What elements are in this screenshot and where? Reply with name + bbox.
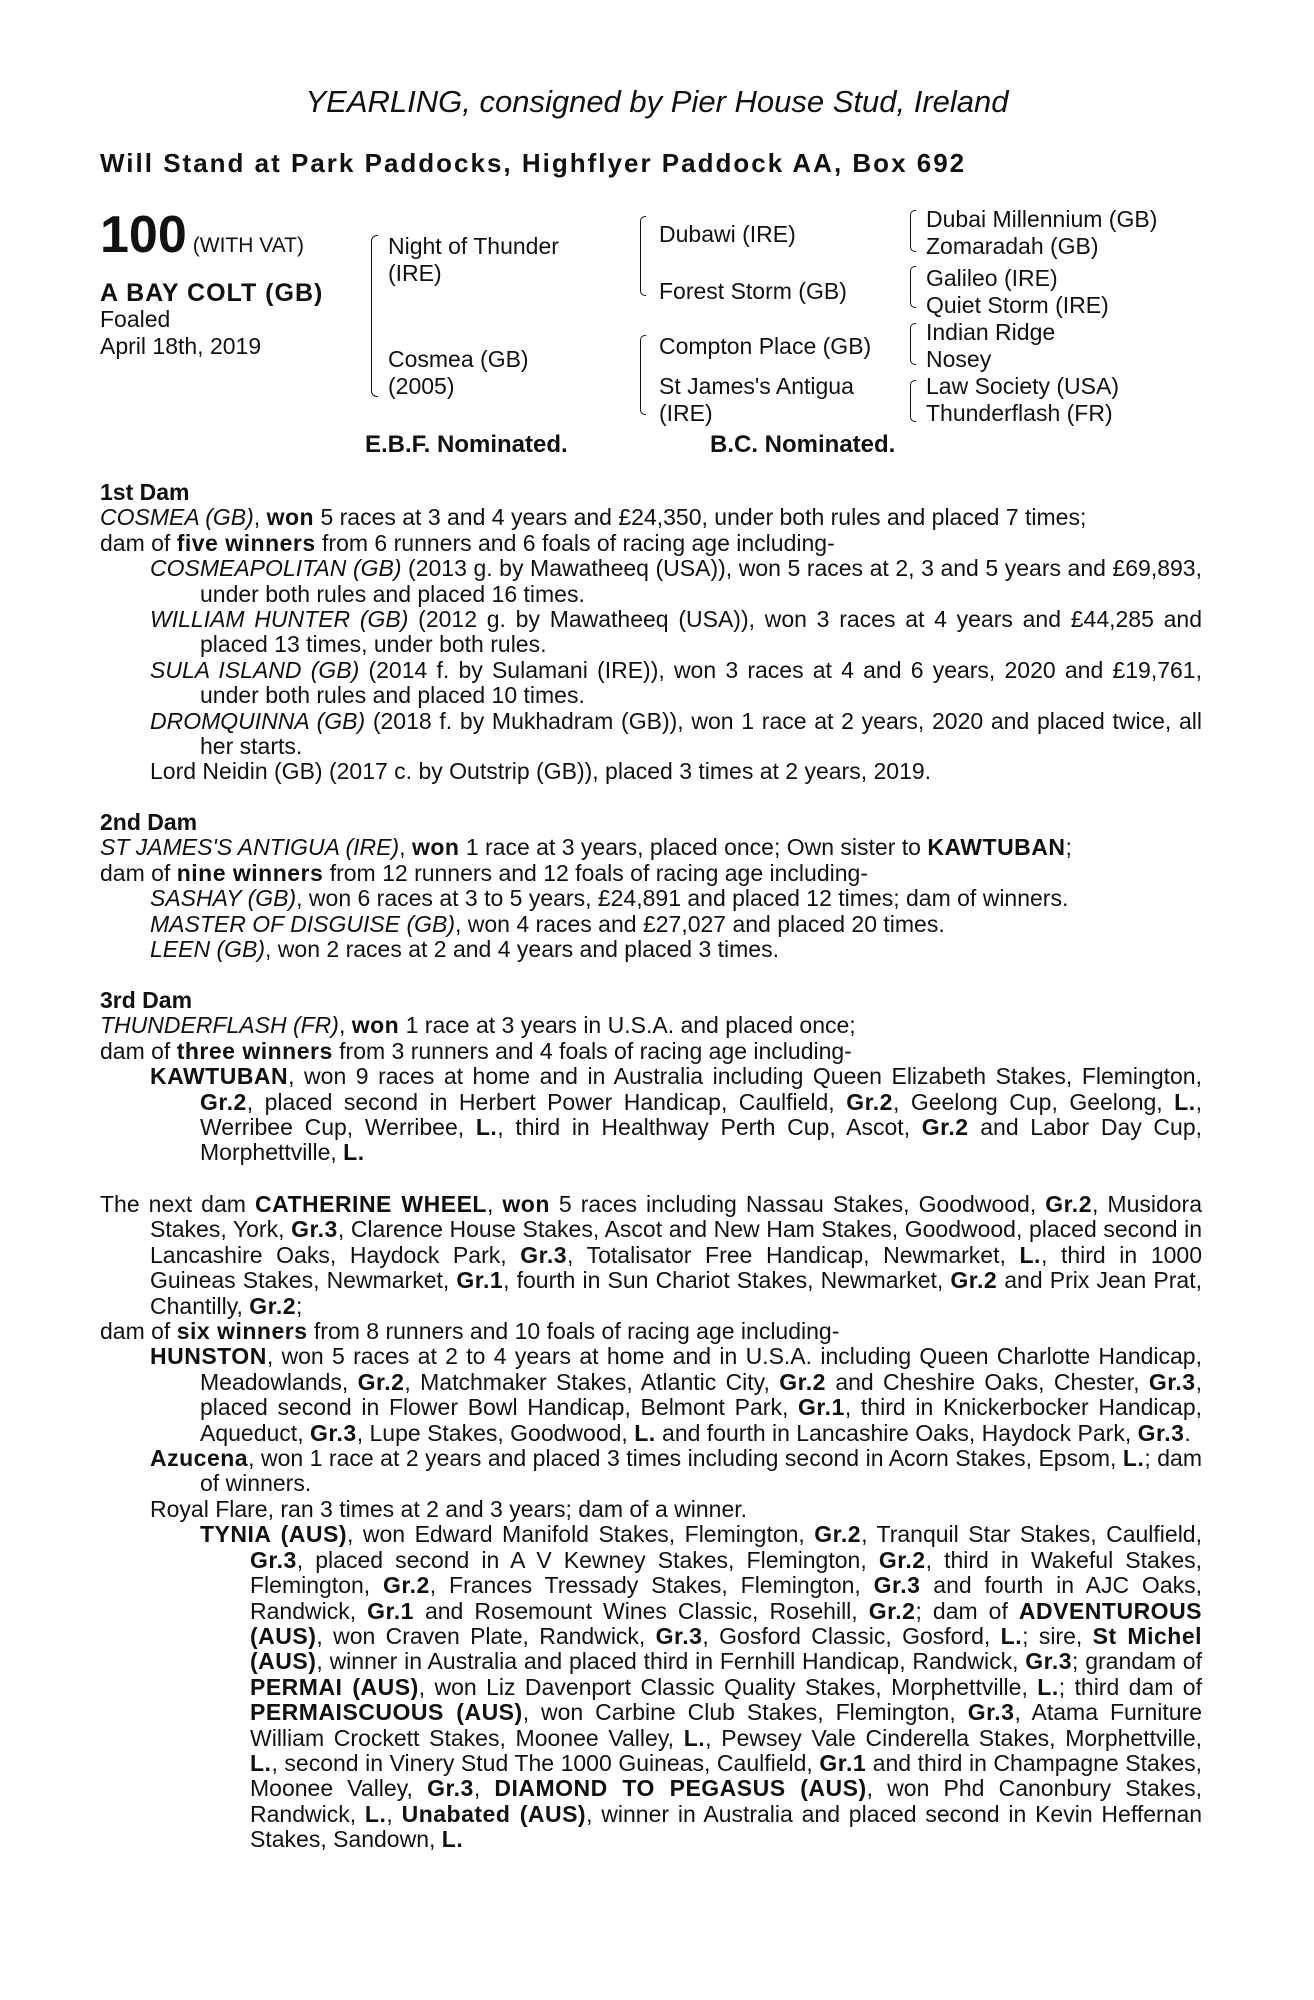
text-run: and third in Champagne Stakes, Moonee Valley, — [250, 1749, 1202, 1802]
text-run: , placed second in Flower Bowl Handicap, Belmont Park, — [200, 1368, 1202, 1421]
text-run: ; grandam of — [1072, 1648, 1202, 1675]
pedigree-g3-8: Thunderflash (FR) — [926, 400, 1113, 426]
pedigree-dam-dam-country: (IRE) — [659, 400, 713, 426]
text-run: (2012 g. by Mawatheeq (USA)), won 3 races at 4 years and £44,285 and placed 13 times, under both rules. — [200, 606, 1202, 658]
pedigree-dam: Cosmea (GB) — [388, 346, 529, 372]
bold-text: Gr.2 — [814, 1521, 862, 1548]
text-run: , won 6 races at 3 to 5 years, £24,891 and placed 12 times; dam of winners. — [296, 885, 1069, 912]
text-run: 5 races including Nassau Stakes, Goodwood, — [549, 1191, 1046, 1217]
horse-name: ST JAMES'S ANTIGUA (IRE) — [100, 834, 400, 861]
bold-text: five winners — [176, 529, 316, 556]
next-dam-section — [100, 1192, 1202, 1853]
text-run: , third in Wakeful Stakes, Flemington, — [250, 1546, 1202, 1599]
bold-text: Gr.1 — [367, 1597, 414, 1624]
text-run: and Prix Jean Prat, Chantilly, — [150, 1267, 1202, 1319]
text-run: . — [1184, 1419, 1191, 1446]
first-dam-offspring — [100, 709, 1202, 760]
text-run: , won Craven Plate, Randwick, — [316, 1622, 656, 1649]
bold-text: Gr.2 — [357, 1368, 405, 1395]
pedigree-g3-7: Law Society (USA) — [926, 373, 1120, 399]
foaled-label: Foaled — [100, 306, 171, 332]
bold-text: Gr.3 — [309, 1419, 357, 1446]
text-run: , second in Vinery Stud The 1000 Guineas, Caulfield, — [271, 1749, 820, 1776]
text-run: , won 9 races at home and in Australia including Queen Elizabeth Stakes, Flemington, — [288, 1063, 1202, 1090]
bold-text: L. — [250, 1749, 272, 1776]
text-run: , Totalisator Free Handicap, Newmarket, — [567, 1241, 1020, 1268]
first-dam-intro: COSMEA (GB), won 5 races at 3 and 4 years and £24,350, under both rules and placed 7 times; — [100, 504, 1087, 531]
lot-number: 100 — [100, 206, 187, 264]
text-run: , won 2 races at 2 and 4 years and placed 3 times. — [265, 936, 779, 963]
horse-name: SASHAY (GB) — [150, 885, 297, 912]
ebf-nominated: E.B.F. Nominated. — [365, 431, 568, 458]
text-run: from 3 runners and 4 foals of racing age including- — [332, 1037, 852, 1064]
bold-text: Gr.2 — [868, 1597, 916, 1624]
text-run: (2018 f. by Mukhadram (GB)), won 1 race at 2 years, 2020 and placed twice, all her starts. — [200, 707, 1202, 760]
third-dam-intro: THUNDERFLASH (FR), won 1 race at 3 years in U.S.A. and placed once; — [100, 1012, 856, 1039]
horse-name: DROMQUINNA (GB) — [150, 707, 366, 734]
bold-text: Gr.3 — [1137, 1419, 1185, 1446]
pedigree-dam-dam: St James's Antigua — [659, 373, 854, 399]
second-dam-offspring — [100, 937, 1202, 962]
next-dam-grand-offspring — [100, 1522, 1202, 1852]
bold-text: Gr.3 — [1025, 1648, 1073, 1675]
bold-text: TYNIA (AUS) — [200, 1521, 348, 1548]
bold-text: Gr.3 — [1148, 1368, 1196, 1395]
bold-text: Gr.1 — [456, 1267, 504, 1294]
text-run: , third in Knickerbocker Handicap, Aqueduct, — [200, 1394, 1202, 1446]
second-dam-heading: 2nd Dam — [100, 809, 198, 835]
bold-text: Gr.2 — [200, 1088, 247, 1115]
bold-text: Gr.3 — [655, 1622, 703, 1649]
text-run: from 8 runners and 10 foals of racing age including- — [307, 1318, 840, 1345]
text-run: and fourth in Lancashire Oaks, Haydock Park, — [655, 1419, 1138, 1446]
text-run: , won 5 races at 2 to 4 years at home and in U.S.A. including Queen Charlotte Handicap, Meadowlands, — [200, 1343, 1202, 1395]
pedigree-dam-year: (2005) — [388, 373, 455, 399]
first-dam-heading: 1st Dam — [100, 479, 190, 505]
bold-text: Gr.2 — [1045, 1191, 1092, 1217]
bold-text: DIAMOND TO PEGASUS (AUS) — [494, 1775, 867, 1802]
bold-text: won — [351, 1012, 400, 1039]
next-dam-produce — [100, 1319, 1202, 1344]
second-dam-intro: ST JAMES'S ANTIGUA (IRE), won 1 race at 3 years, placed once; Own sister to KAWTUBAN; — [100, 834, 1072, 861]
bold-text: L. — [683, 1724, 706, 1751]
pedigree-dam-sire: Compton Place (GB) — [659, 333, 872, 359]
bold-text: L. — [634, 1419, 656, 1446]
text-run: ; — [1065, 834, 1072, 861]
text-run: and fourth in AJC Oaks, Randwick, — [250, 1572, 1203, 1624]
page-title: YEARLING, consigned by Pier House Stud, Ireland — [305, 84, 1009, 119]
text-run: , third in 1000 Guineas Stakes, Newmarket, — [150, 1241, 1202, 1294]
text-run: , won 4 races and £27,027 and placed 20 times. — [455, 910, 945, 937]
text-run: 1 race at 3 years in U.S.A. and placed once; — [399, 1012, 856, 1039]
text-run: , winner in Australia and placed second in Kevin Heffernan Stakes, Sandown, — [250, 1800, 1203, 1853]
pedigree-sire: Night of Thunder — [388, 233, 559, 259]
text-run: , Pewsey Vale Cinderella Stakes, Morphettville, — [705, 1724, 1202, 1751]
next-dam-intro — [100, 1192, 1202, 1319]
third-dam-heading: 3rd Dam — [100, 987, 193, 1013]
pedigree-g3-2: Zomaradah (GB) — [926, 233, 1099, 259]
text-run: , placed second in A V Kewney Stakes, Flemington, — [296, 1546, 879, 1573]
pedigree-g3-1: Dubai Millennium (GB) — [926, 206, 1158, 232]
bold-text: Gr.2 — [249, 1292, 297, 1319]
text-run: ; third dam of — [1058, 1673, 1202, 1700]
text-run: , Atama Furniture William Crockett Stakes, Moonee Valley, — [250, 1699, 1202, 1751]
text-run: , Geelong Cup, Geelong, — [892, 1088, 1175, 1115]
bold-text: KAWTUBAN — [150, 1063, 289, 1090]
next-dam-offspring — [100, 1344, 1202, 1446]
text-run: (2013 g. by Mawatheeq (USA)), won 5 races at 2, 3 and 5 years and £69,893, under both rules and placed 16 times. — [200, 555, 1202, 607]
bold-text: PERMAI (AUS) — [250, 1673, 419, 1700]
bold-text: CATHERINE WHEEL — [254, 1191, 487, 1217]
bold-text: won — [502, 1191, 550, 1217]
pedigree-sire-country: (IRE) — [388, 260, 442, 286]
bold-text: PERMAISCUOUS (AUS) — [250, 1699, 523, 1726]
bold-text: Gr.2 — [779, 1368, 826, 1395]
text-run: , Frances Tressady Stakes, Flemington, — [429, 1572, 874, 1599]
bc-nominated: B.C. Nominated. — [710, 431, 896, 458]
text-run: , Tranquil Star Stakes, Caulfield, — [861, 1521, 1202, 1548]
text-run: 5 races at 3 and 4 years and £24,350, under both rules and placed 7 times; — [314, 504, 1087, 531]
bold-text: won — [266, 504, 315, 531]
pedigree-brace-g1 — [910, 210, 916, 252]
bold-text: Azucena — [150, 1445, 249, 1472]
pedigree-brace-g4 — [910, 380, 916, 422]
second-dam-offspring — [100, 912, 1202, 937]
bold-text: L. — [441, 1826, 464, 1853]
text-run: , won Edward Manifold Stakes, Flemington, — [347, 1521, 815, 1548]
text-run: , won Phd Canonbury Stakes, Randwick, — [250, 1775, 1202, 1827]
bold-text: L. — [475, 1114, 498, 1141]
second-dam-offspring — [100, 886, 1202, 911]
text-run: , third in Healthway Perth Cup, Ascot, — [497, 1114, 922, 1141]
next-dam-offspring — [100, 1446, 1202, 1497]
text-run: , Matchmaker Stakes, Atlantic City, — [404, 1368, 780, 1395]
text-run: dam of — [100, 859, 177, 886]
text-run: , Clarence House Stakes, Ascot and New Ham Stakes, Goodwood, placed second in Lancashire Oaks, Haydock Park, — [150, 1216, 1202, 1268]
bold-text: L. — [1000, 1622, 1023, 1649]
text-run: and Rosemount Wines Classic, Rosehill, — [413, 1597, 869, 1624]
text-run: dam of — [100, 529, 177, 556]
horse-name: WILLIAM HUNTER (GB) — [150, 606, 409, 633]
bold-text: HUNSTON — [150, 1343, 267, 1370]
second-dam-produce — [100, 861, 1202, 886]
text-run: , — [473, 1775, 495, 1802]
pedigree-g3-6: Nosey — [926, 346, 992, 372]
bold-text: Gr.3 — [427, 1775, 474, 1802]
horse-name: COSMEAPOLITAN (GB) — [150, 555, 402, 582]
text-run: dam of — [100, 1037, 177, 1064]
horse-name: MASTER OF DISGUISE (GB) — [150, 910, 455, 937]
first-dam-offspring — [100, 759, 1202, 784]
text-run: , won Liz Davenport Classic Quality Stakes, Morphettville, — [418, 1673, 1038, 1700]
first-dam-offspring — [100, 658, 1202, 709]
bold-text: nine winners — [176, 859, 324, 886]
bold-text: L. — [1037, 1673, 1059, 1700]
text-run: ; dam of — [915, 1597, 1019, 1624]
pedigree-sire-sire: Dubawi (IRE) — [659, 221, 796, 247]
bold-text: Unabated (AUS) — [401, 1800, 587, 1827]
lot-number-block — [100, 205, 304, 265]
bold-text: L. — [1174, 1088, 1196, 1115]
text-run: dam of — [100, 1318, 177, 1345]
bold-text: St Michel (AUS) — [250, 1622, 1203, 1675]
bold-text: L. — [1019, 1241, 1041, 1268]
bold-text: Gr.2 — [878, 1546, 926, 1573]
text-run: , Gosford Classic, Gosford, — [702, 1622, 1001, 1649]
text-run: ; — [296, 1292, 303, 1319]
bold-text: Gr.2 — [383, 1572, 430, 1599]
bold-text: Gr.1 — [798, 1394, 845, 1421]
bold-text: Gr.1 — [819, 1749, 867, 1776]
text-run: ; dam of winners. — [200, 1445, 1202, 1497]
bold-text: KAWTUBAN — [927, 834, 1066, 861]
text-run: and Cheshire Oaks, Chester, — [825, 1368, 1149, 1395]
pedigree-brace-sire — [640, 216, 646, 296]
text-run: , won Carbine Club Stakes, Flemington, — [522, 1699, 968, 1726]
first-dam-section — [100, 480, 1202, 785]
text-run: , — [486, 1191, 503, 1217]
bold-text: Gr.3 — [967, 1699, 1015, 1726]
third-dam-section — [100, 988, 1202, 1166]
bold-text: L. — [1122, 1445, 1145, 1472]
lot-description: A BAY COLT (GB) — [100, 279, 324, 307]
third-dam-offspring — [100, 1064, 1202, 1166]
text-run: , fourth in Sun Chariot Stakes, Newmarket, — [503, 1267, 951, 1294]
bold-text: L. — [343, 1139, 365, 1166]
text-run: Lord Neidin (GB) (2017 c. by Outstrip (GB)), placed 3 times at 2 years, 2019. — [150, 758, 932, 785]
text-run: 1 race at 3 years, placed once; Own sister to — [459, 834, 928, 861]
pedigree-brace-dam — [640, 335, 646, 415]
text-run: Royal Flare, ran 3 times at 2 and 3 years; dam of a winner. — [150, 1495, 748, 1522]
bold-text: Gr.3 — [520, 1241, 568, 1268]
pedigree-sire-dam: Forest Storm (GB) — [659, 278, 847, 304]
bold-text: Gr.2 — [950, 1267, 998, 1294]
text-run: , placed second in Herbert Power Handicap, Caulfield, — [246, 1088, 847, 1115]
next-dam-offspring — [100, 1497, 1202, 1522]
second-dam-section — [100, 810, 1202, 962]
bold-text: Gr.2 — [846, 1088, 893, 1115]
vat-note: (WITH VAT) — [192, 234, 304, 257]
text-run: and Labor Day Cup, Morphettville, — [200, 1114, 1203, 1166]
horse-name: COSMEA (GB) — [100, 504, 254, 531]
first-dam-offspring — [100, 556, 1202, 607]
text-run: , won 1 race at 2 years and placed 3 times including second in Acorn Stakes, Epsom, — [248, 1445, 1123, 1472]
text-run: from 6 runners and 6 foals of racing age including- — [315, 529, 835, 556]
pedigree-g3-5: Indian Ridge — [926, 319, 1056, 345]
text-run: , winner in Australia and placed third in Fernhill Handicap, Randwick, — [316, 1648, 1026, 1675]
foaled-date: April 18th, 2019 — [100, 333, 262, 359]
pedigree-brace-gen1 — [371, 235, 378, 397]
bold-text: Gr.3 — [873, 1572, 921, 1599]
bold-text: won — [411, 834, 460, 861]
horse-name: THUNDERFLASH (FR) — [100, 1012, 339, 1039]
pedigree-g3-4: Quiet Storm (IRE) — [926, 292, 1109, 318]
bold-text: L. — [364, 1800, 387, 1827]
pedigree-g3-3: Galileo (IRE) — [926, 265, 1058, 291]
text-run: ; sire, — [1022, 1622, 1093, 1649]
pedigree-brace-g3 — [910, 323, 916, 365]
horse-name: SULA ISLAND (GB) — [150, 656, 360, 683]
bold-text: three winners — [176, 1037, 333, 1064]
text-run: , Werribee Cup, Werribee, — [200, 1088, 1202, 1141]
text-run: The next dam — [100, 1191, 255, 1217]
horse-name: LEEN (GB) — [150, 936, 266, 963]
first-dam-offspring — [100, 607, 1202, 658]
pedigree-brace-g2 — [910, 266, 916, 308]
stand-location: Will Stand at Park Paddocks, Highflyer Paddock AA, Box 692 — [100, 148, 967, 178]
bold-text: Gr.3 — [250, 1546, 297, 1573]
bold-text: Gr.2 — [921, 1114, 969, 1141]
third-dam-produce — [100, 1039, 1202, 1064]
bold-text: ADVENTUROUS (AUS) — [250, 1597, 1203, 1649]
first-dam-produce — [100, 531, 1202, 556]
text-run: (2014 f. by Sulamani (IRE)), won 3 races at 4 and 6 years, 2020 and £19,761, under both rules and placed 10 times. — [200, 656, 1202, 709]
text-run: , Lupe Stakes, Goodwood, — [356, 1419, 635, 1446]
text-run: , — [386, 1800, 402, 1827]
text-run: , Musidora Stakes, York, — [150, 1191, 1203, 1243]
bold-text: six winners — [176, 1318, 308, 1345]
bold-text: Gr.3 — [291, 1216, 338, 1243]
text-run: from 12 runners and 12 foals of racing age including- — [323, 859, 868, 886]
